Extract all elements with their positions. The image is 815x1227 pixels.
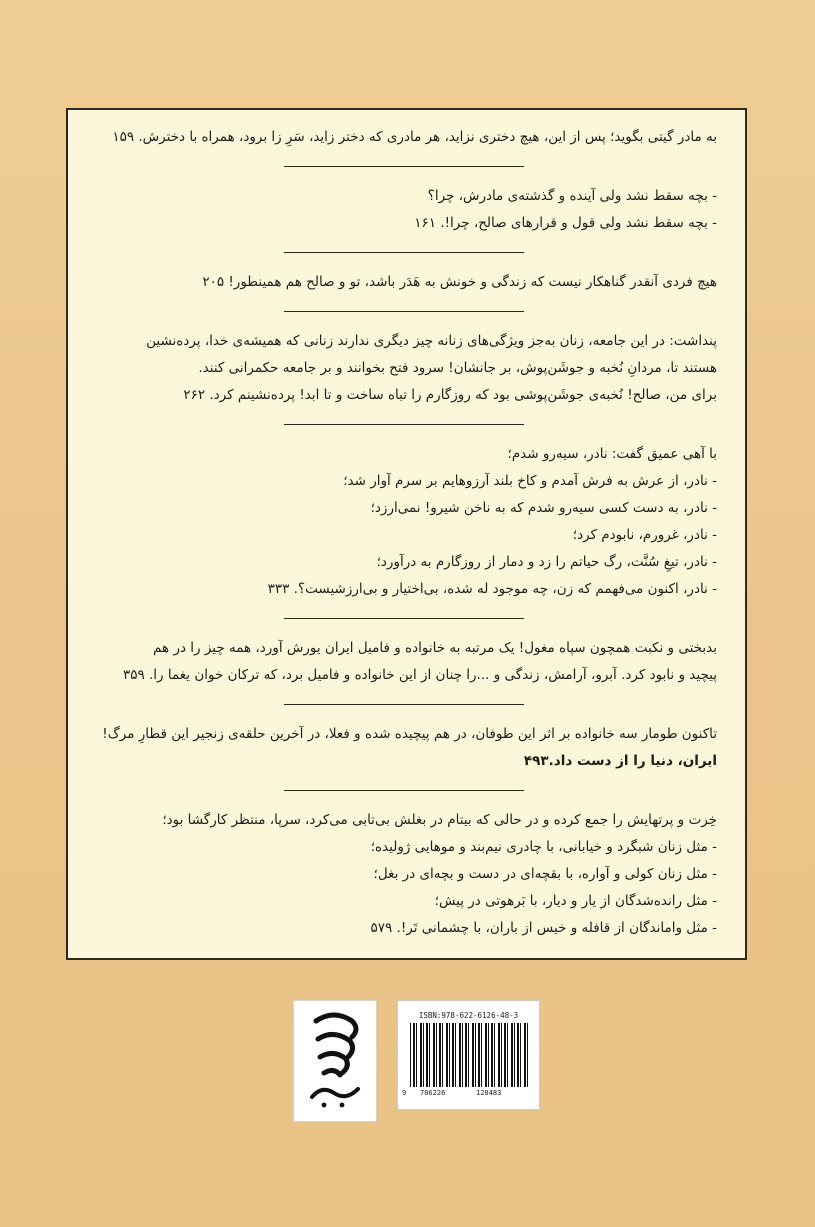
excerpt-line: - مثل زنان کولی و آواره، با بقچه‌ای در دست و بچه‌ای در بغل؛ <box>373 866 717 882</box>
excerpt-6 <box>90 635 717 689</box>
separator-line <box>284 618 524 619</box>
excerpt-line: بدبختی و نکبت همچون سپاه مغول! یک مرتبه به خانواده و فامیل ایران یورش آورد، همه چیز را در هم <box>153 640 717 656</box>
publisher-logo <box>293 1000 377 1122</box>
isbn-text: ISBN:978-622-6126-48-3 <box>418 1011 519 1020</box>
excerpt-line: خِرت و پرتهایش را جمع کرده و در حالی که بیتام در بغلش بی‌تابی می‌کرد، سرپا، منتظر کارگشا بود؛ <box>162 812 717 828</box>
excerpt-line: - بچه سقط نشد ولی قول و قرارهای صالح، چرا!. ۱۶۱ <box>414 215 717 231</box>
excerpt-line: با آهی عمیق گفت: نادر، سیه‌رو شدم؛ <box>507 446 717 462</box>
excerpt-line: ایران، دنیا را از دست داد.۴۹۳ <box>523 753 717 769</box>
excerpt-line: هیچ فردی آنقدر گناهکار نیست که زندگی و خونش به هَدَر باشد، تو و صالح هم همینطور! ۲۰۵ <box>202 274 717 290</box>
excerpt-line: - نادر، تیغِ سُنَّت، رگ حیاتم را زد و دمار از روزگارم به درآورد؛ <box>376 554 717 570</box>
publisher-logo-icon <box>294 1001 376 1121</box>
excerpt-line: - نادر، از عرش به فرش آمدم و کاخ بلند آرزوهایم بر سرم آوار شد؛ <box>343 473 717 489</box>
excerpt-line: - نادر، اکنون می‌فهمم که زن، چه موجود له شده، بی‌اختیار و بی‌ارزشیست؟. ۳۳۳ <box>267 581 717 597</box>
excerpt-line: - نادر، غرورم، نابودم کرد؛ <box>572 527 717 543</box>
excerpt-2 <box>90 183 717 237</box>
excerpt-7 <box>90 721 717 775</box>
isbn-barcode <box>397 1000 540 1110</box>
separator-line <box>284 790 524 791</box>
excerpts-panel <box>66 108 747 960</box>
excerpt-line: به مادر گیتی بگوید؛ پس از این، هیچ دختری نزاید، هر مادری که دختر زاید، سَرِ زا برود، همراه با دخترش. ۱۵۹ <box>112 129 717 145</box>
excerpt-line: - نادر، به دست کسی سیه‌رو شدم که به ناخن شیرو! نمی‌ارزد؛ <box>370 500 717 516</box>
separator-line <box>284 252 524 253</box>
barcode-digits-right: 128483 <box>476 1089 502 1097</box>
excerpt-8 <box>90 807 717 942</box>
excerpt-line: پیچید و نابود کرد. آبرو، آرامش، زندگی و ...را چنان از این خانواده و فامیل برد، که ترکان خوان یغما را. ۳۵۹ <box>122 667 717 683</box>
barcode-digit-left: 9 <box>402 1089 407 1097</box>
separator-line <box>284 424 524 425</box>
excerpt-line: - بچه سقط نشد ولی آینده و گذشته‌ی مادرش، چرا؟ <box>427 188 717 204</box>
separator-line <box>284 311 524 312</box>
excerpt-line: پنداشت: در این جامعه، زنان به‌جز ویژگی‌های زنانه چیز دیگری ندارند زنانی که همیشه‌ی خدا، پرده‌نشین <box>146 333 717 349</box>
excerpt-line: هستند تا، مردانِ نُخبه و جوشَن‌پوش، بر جانشان! سرود فتح بخوانند و بر جامعه حکمرانی کنند. <box>198 360 717 376</box>
excerpt-line: تاکنون طومار سه خانواده بر اثر این طوفان، در هم پیچیده شده و فعلا، در آخرین حلقه‌ی زنجیر این قطارِ مرگ! <box>102 726 717 742</box>
barcode-bars <box>410 1023 528 1087</box>
separator-line <box>284 704 524 705</box>
excerpt-line: - مثل رانده‌شدگان از یار و دیار، با بَرهوتی در پیش؛ <box>434 893 717 909</box>
excerpt-1 <box>90 124 717 151</box>
excerpt-5 <box>90 441 717 603</box>
excerpt-line: برای من، صالح! نُخبه‌ی جوشَن‌پوشی بود که روزگارم را تباه ساخت و تا ابد! پرده‌نشینم کرد. ۲۶۲ <box>183 387 717 403</box>
separator-line <box>284 166 524 167</box>
excerpt-line: - مثل زنان شبگرد و خیابانی، با چادری نیم‌بند و موهایی ژولیده؛ <box>370 839 717 855</box>
barcode-digits-mid: 786226 <box>420 1089 446 1097</box>
excerpt-3 <box>90 269 717 296</box>
excerpt-4 <box>90 328 717 409</box>
excerpt-line: - مثل واماندگان از قافله و خیس از باران، با چشمانی تَر!. ۵۷۹ <box>370 920 717 936</box>
